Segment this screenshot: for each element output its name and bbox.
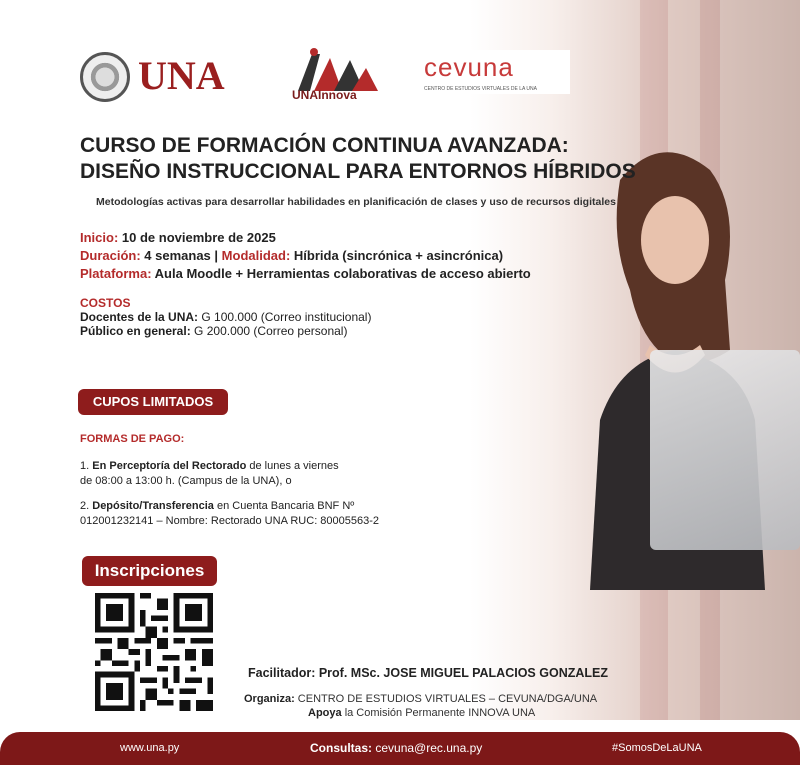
footer-hashtag: #SomosDeLaUNA: [612, 742, 702, 754]
support-line: [244, 706, 597, 720]
payment-option-2-title: Depósito/Transferencia: [92, 500, 214, 512]
footer-contact-label: Consultas:: [310, 741, 373, 755]
logo-row: [80, 40, 600, 110]
payment-option-1: [80, 459, 379, 489]
cost-docentes-value: G 100.000 (Correo institucional): [201, 310, 372, 324]
course-details: [80, 229, 531, 283]
limited-spots-badge: CUPOS LIMITADOS: [78, 389, 228, 415]
facilitator-line: Facilitador: Prof. MSc. JOSE MIGUEL PALACIOS GONZALEZ: [248, 666, 608, 680]
organizer-value: CENTRO DE ESTUDIOS VIRTUALES – CEVUNA/DGA/UNA: [297, 693, 598, 705]
support-label: Apoya: [308, 707, 342, 719]
qr-code-icon[interactable]: [95, 593, 213, 711]
organizer-line: [244, 692, 597, 706]
payment-option-2-text: en Cuenta Bancaria BNF Nº: [216, 500, 355, 512]
cost-docentes-label: Docentes de la UNA:: [80, 310, 199, 324]
payment-section: [80, 432, 379, 539]
payment-option-1-hours: de 08:00 a 13:00 h. (Campus de la UNA), o: [80, 475, 292, 487]
modality-value: Híbrida (sincrónica + asincrónica): [293, 248, 504, 263]
cost-row-publico: [80, 324, 371, 338]
start-date-row: [80, 229, 531, 247]
footer-website-link[interactable]: www.una.py: [120, 742, 180, 754]
laptop-photo: [650, 350, 800, 550]
footer-contact: [310, 741, 482, 755]
start-date-value: 10 de noviembre de 2025: [121, 230, 276, 245]
payment-option-1-title: En Perceptoría del Rectorado: [92, 460, 247, 472]
course-subtitle: Metodologías activas para desarrollar habilidades en planificación de clases y uso de recursos digitales: [96, 196, 616, 208]
title-line-2: DISEÑO INSTRUCCIONAL PARA ENTORNOS HÍBRIDOS: [80, 160, 636, 183]
payment-heading: FORMAS DE PAGO:: [80, 433, 185, 445]
cost-publico-label: Público en general:: [80, 324, 191, 338]
una-innova-label: UNAInnova: [292, 88, 357, 102]
una-logo-text: UNA: [138, 53, 225, 98]
payment-option-2-account: 012001232141 – Nombre: Rectorado UNA RUC: 80005563-2: [80, 515, 380, 527]
footer-bar: [0, 732, 800, 765]
costs-heading: COSTOS: [80, 296, 131, 310]
platform-label: Plataforma:: [80, 266, 152, 281]
cevuna-logo-subtext: CENTRO DE ESTUDIOS VIRTUALES DE LA UNA: [424, 86, 537, 92]
cevuna-logo: [420, 50, 570, 94]
registration-badge: Inscripciones: [82, 556, 217, 586]
duration-row: [80, 247, 531, 265]
title-line-1: CURSO DE FORMACIÓN CONTINUA AVANZADA:: [80, 134, 569, 157]
cost-publico-value: G 200.000 (Correo personal): [194, 324, 348, 338]
modality-label: Modalidad:: [221, 248, 291, 263]
payment-option-2: [80, 499, 379, 529]
platform-value: Aula Moodle + Herramientas colaborativas de acceso abierto: [154, 266, 531, 281]
duration-value: 4 semanas |: [144, 248, 219, 263]
payment-option-1-number: 1.: [80, 460, 90, 472]
support-value: la Comisión Permanente INNOVA UNA: [344, 707, 536, 719]
platform-row: [80, 265, 531, 283]
cevuna-logo-text: cevuna: [424, 52, 514, 82]
footer-contact-email[interactable]: cevuna@rec.una.py: [375, 741, 483, 755]
payment-option-1-text: de lunes a viernes: [249, 460, 339, 472]
organizer-section: [244, 692, 597, 720]
cost-row-docentes: [80, 310, 371, 324]
duration-label: Duración:: [80, 248, 141, 263]
costs-section: [80, 296, 371, 338]
payment-option-2-number: 2.: [80, 500, 90, 512]
organizer-label: Organiza:: [244, 693, 295, 705]
una-seal-icon: [80, 52, 130, 102]
start-date-label: Inicio:: [80, 230, 119, 245]
course-title: [80, 133, 720, 185]
